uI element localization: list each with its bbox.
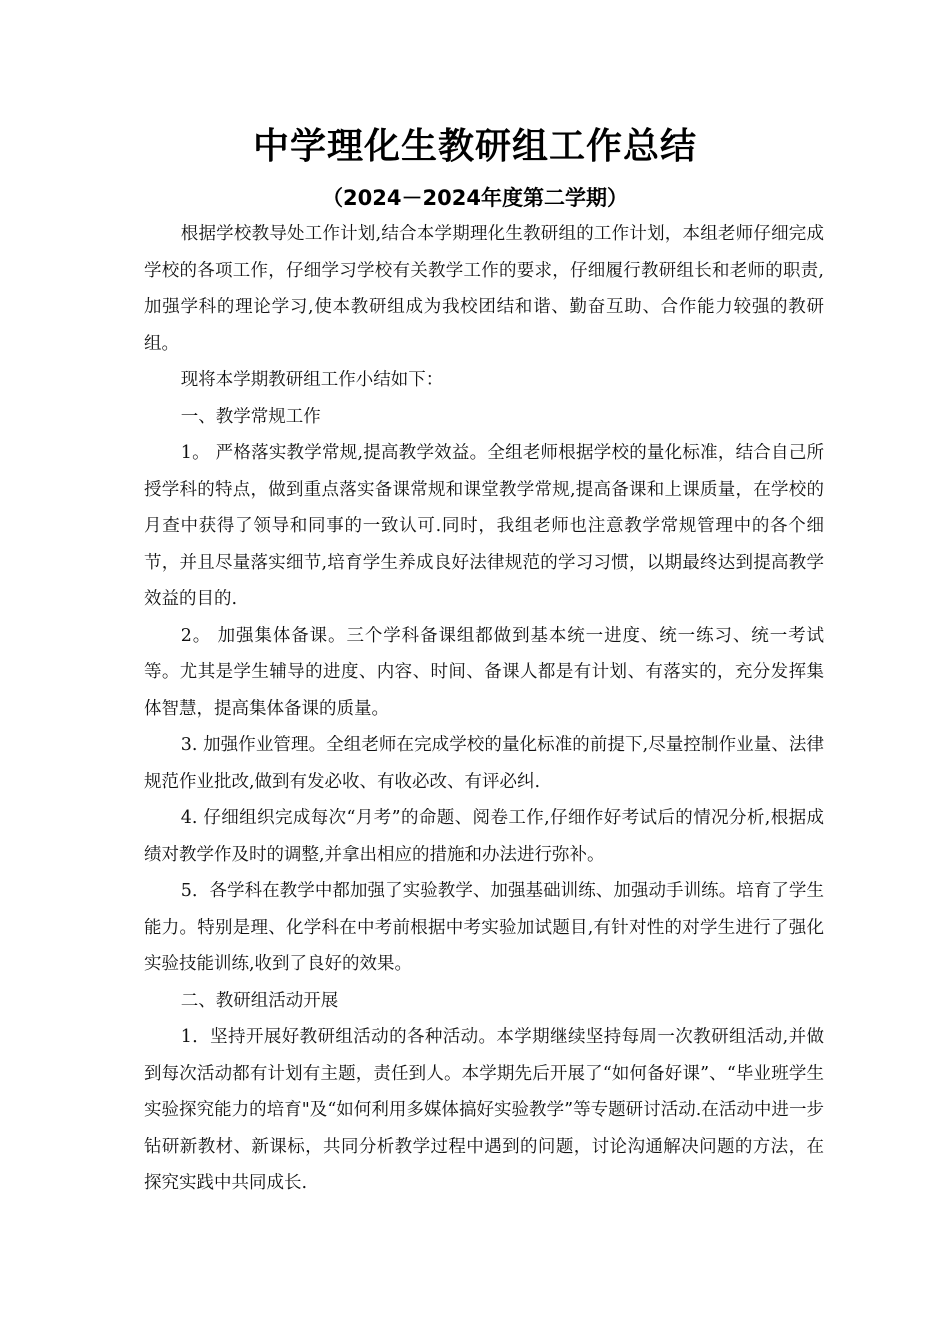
paragraph-activity-1: 1．坚持开展好教研组活动的各种活动。本学期继续坚持每周一次教研组活动,并做到每次活动都有计划有主题，责任到人。本学期先后开展了“如何备好课”、“毕业班学生实验探究能力的培育"及“如何利用多媒体搞好实验教学”等专题研讨活动.在活动中进一步钻研新教材、新课标，共同分析教学过程中遇到的问题，讨论沟通解决问题的方法，在探究实践中共同成长. [144,1027,824,1193]
paragraph-item-3: 3. 加强作业管理。全组老师在完成学校的量化标准的前提下,尽量控制作业量、法律规范作业批改,做到有发必收、有收必改、有评必纠. [144,735,824,792]
document-subtitle: （2024－2024年度第二学期） [322,186,628,210]
document-title: 中学理化生教研组工作总结 [252,126,697,167]
section-heading-teaching-routine: 一、教学常规工作 [180,406,321,427]
paragraph-item-4: 4. 仔细组织完成每次“月考”的命题、阅卷工作,仔细作好考试后的情况分析,根据成绩对教学作及时的调整,并拿出相应的措施和办法进行弥补。 [144,808,824,865]
paragraph-item-5: 5．各学科在教学中都加强了实验教学、加强基础训练、加强动手训练。培育了学生能力。特别是理、化学科在中考前根据中考实验加试题目,有针对性的对学生进行了强化实验技能训练,收到了良好的效果。 [144,881,824,974]
document-body [144,216,824,1202]
paragraph-item-2: 2。 加强集体备课。三个学科备课组都做到基本统一进度、统一练习、统一考试等。尤其是学生辅导的进度、内容、时间、备课人都是有计划、有落实的，充分发挥集体智慧，提高集体备课的质量。 [144,625,824,719]
summary-lead-paragraph: 现将本学期教研组工作小结如下： [180,370,444,390]
paragraph-item-1: 1。 严格落实教学常规,提高教学效益。全组老师根据学校的量化标准，结合自己所授学科的特点，做到重点落实备课常规和课堂教学常规,提高备课和上课质量，在学校的月查中获得了领导和同事的一致认可.同时，我组老师也注意教学常规管理中的各个细节，并且尽量落实细节,培育学生养成良好法律规范的学习习惯，以期最终达到提高教学效益的目的. [144,443,824,609]
intro-paragraph: 根据学校教导处工作计划,结合本学期理化生教研组的工作计划，本组老师仔细完成学校的各项工作，仔细学习学校有关教学工作的要求，仔细履行教研组长和老师的职责,加强学科的理论学习,使本教研组成为我校团结和谐、勤奋互助、合作能力较强的教研组。 [144,224,824,354]
section-heading-activities: 二、教研组活动开展 [180,990,339,1011]
